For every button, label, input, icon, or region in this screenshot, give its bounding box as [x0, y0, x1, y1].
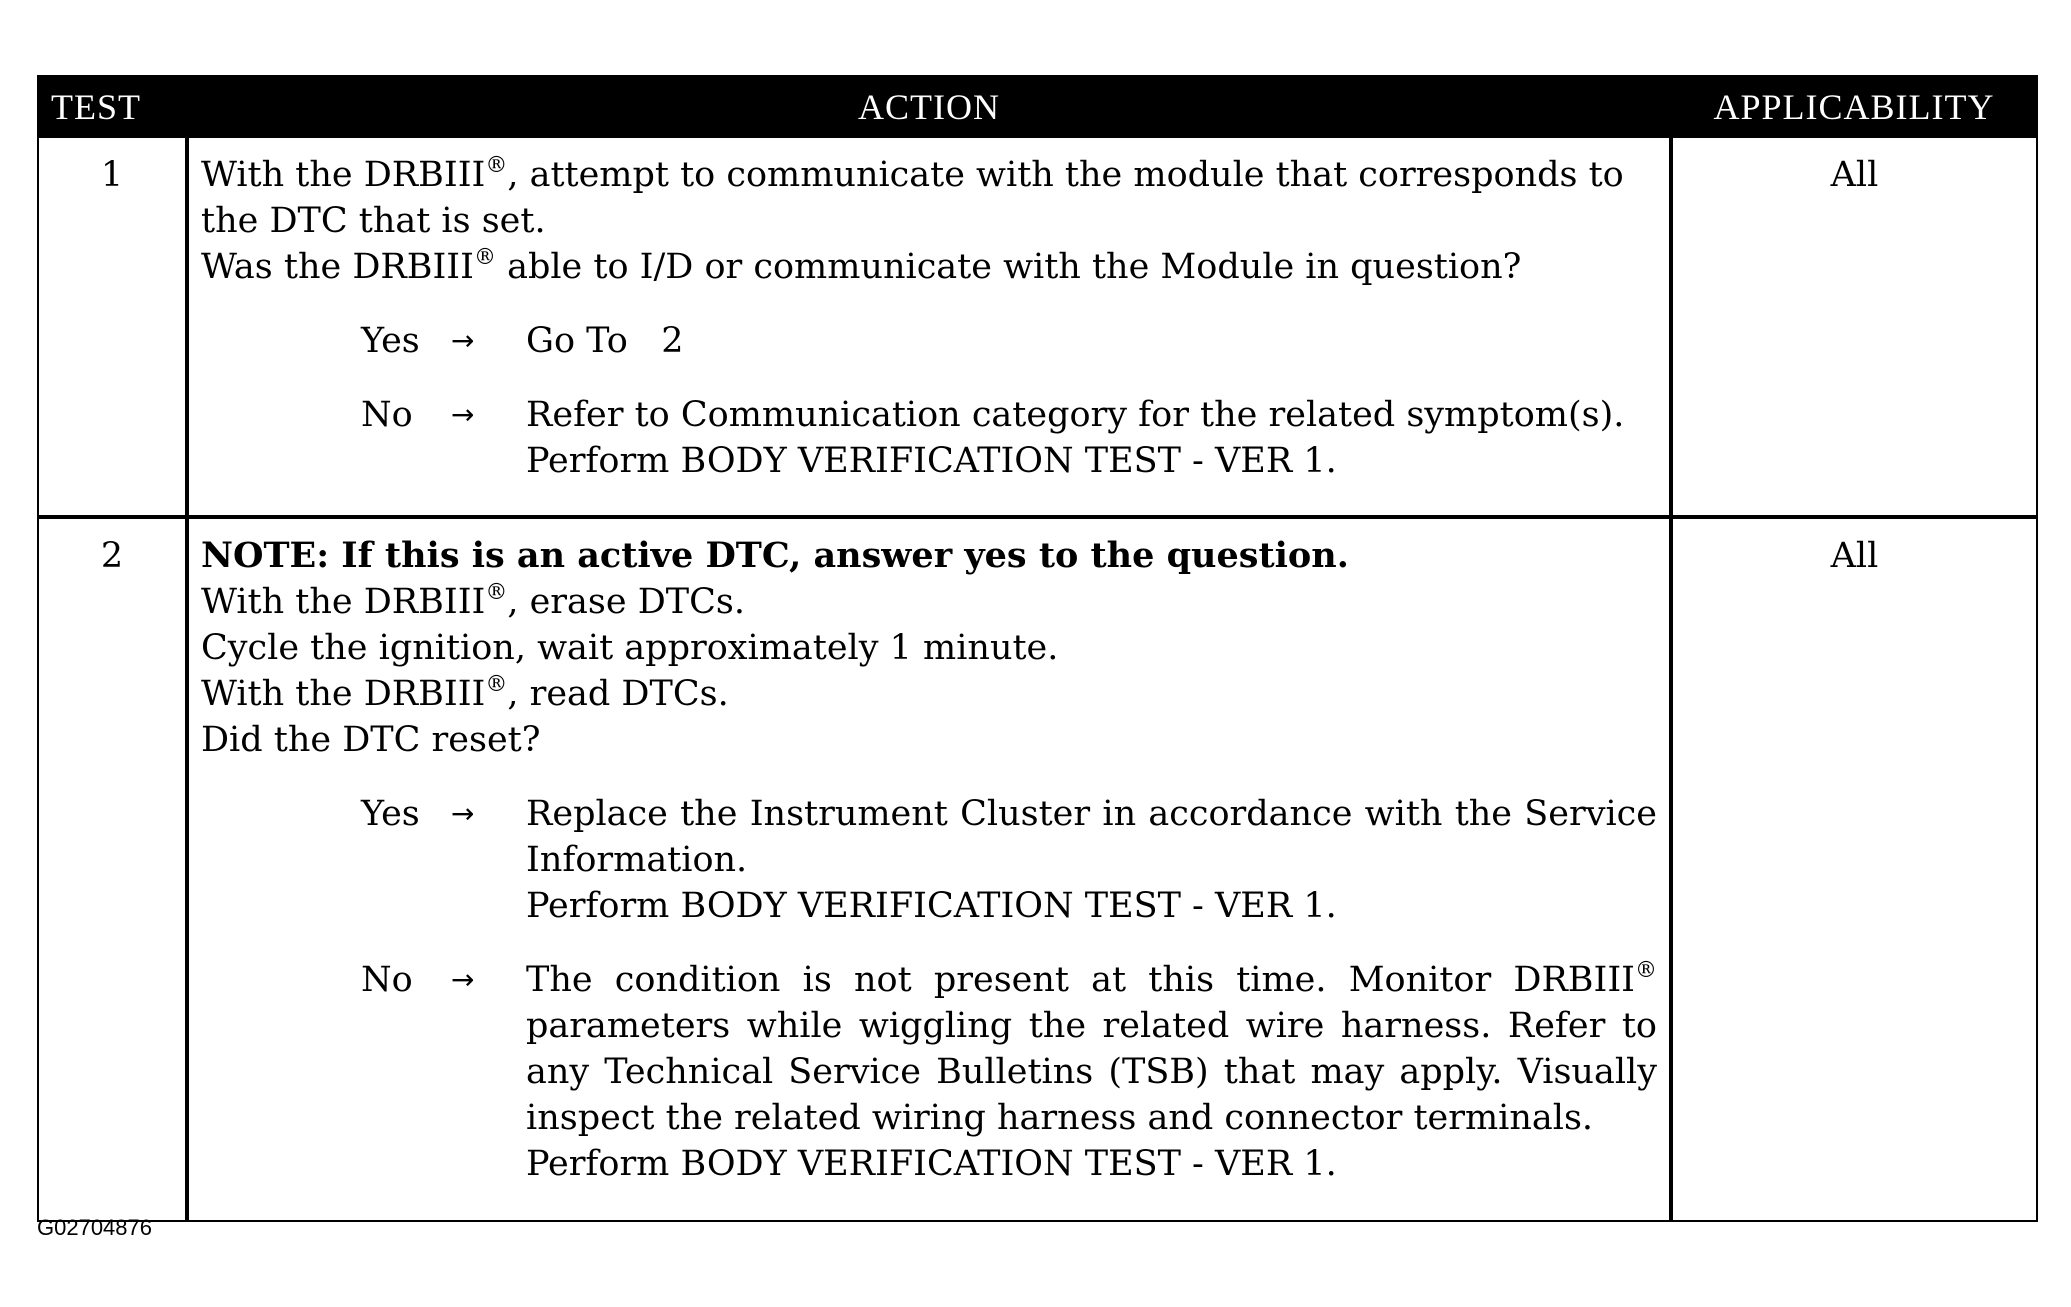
answer-text	[526, 957, 1657, 1187]
answer-line: Go To 2	[526, 321, 684, 361]
answer-line: Perform BODY VERIFICATION TEST - VER 1.	[526, 886, 1337, 926]
registered-mark: ®	[473, 245, 496, 270]
answer-no	[361, 392, 1657, 484]
answer-yes	[361, 318, 1657, 364]
answer-line: Refer to Communication category for the related symptom(s).	[526, 395, 1625, 435]
answer-label: No	[361, 395, 413, 435]
answer-line: Replace the Instrument Cluster in accordance with the Service Information.	[526, 794, 1657, 880]
action-line: With the DRBIII®, attempt to communicate with the module that corresponds to the DTC that is set.	[201, 153, 1624, 241]
applicability-value: All	[1671, 137, 2037, 517]
action-line: Was the DRBIII® able to I/D or communicate with the Module in question?	[201, 245, 1522, 287]
test-number: 2	[38, 517, 187, 1221]
test-number: 1	[38, 137, 187, 517]
action-line: Did the DTC reset?	[201, 720, 541, 760]
registered-mark: ®	[485, 153, 508, 178]
arrow-icon: →	[451, 324, 475, 357]
action-line: With the DRBIII®, erase DTCs.	[201, 580, 745, 622]
answer-line: Perform BODY VERIFICATION TEST - VER 1.	[526, 441, 1337, 481]
header-action: ACTION	[187, 76, 1671, 137]
answer-line: The condition is not present at this time. Monitor DRBIII® parameters while wiggling the related wire harness. Refer to any Technical Service Bulletins (TSB) that may apply. Visually inspect the related wiring harness and connector terminals.	[526, 958, 1657, 1138]
answer-label: Yes	[361, 794, 420, 834]
applicability-value: All	[1671, 517, 2037, 1221]
action-cell	[187, 517, 1671, 1221]
answer-yes	[361, 791, 1657, 929]
registered-mark: ®	[1635, 958, 1657, 983]
table-row	[38, 517, 2037, 1221]
action-cell	[187, 137, 1671, 517]
answer-label: No	[361, 960, 413, 1000]
answer-text	[526, 318, 1657, 364]
answer-label: Yes	[361, 321, 420, 361]
note-text: NOTE: If this is an active DTC, answer yes to the question.	[201, 535, 1349, 576]
table-row	[38, 137, 2037, 517]
arrow-icon: →	[451, 398, 475, 431]
action-line: With the DRBIII®, read DTCs.	[201, 672, 729, 714]
diagnostic-test-table	[37, 75, 2038, 1222]
figure-code: G02704876	[37, 1215, 152, 1240]
answer-text	[526, 392, 1657, 484]
table-header-row	[38, 76, 2037, 137]
header-test: TEST	[38, 76, 187, 137]
answer-no	[361, 957, 1657, 1187]
arrow-icon: →	[451, 797, 475, 830]
answer-text	[526, 791, 1657, 929]
registered-mark: ®	[485, 672, 508, 697]
header-applicability: APPLICABILITY	[1671, 76, 2037, 137]
registered-mark: ®	[485, 580, 508, 605]
arrow-icon: →	[451, 963, 475, 996]
action-line: Cycle the ignition, wait approximately 1 minute.	[201, 628, 1059, 668]
answer-line: Perform BODY VERIFICATION TEST - VER 1.	[526, 1144, 1337, 1184]
